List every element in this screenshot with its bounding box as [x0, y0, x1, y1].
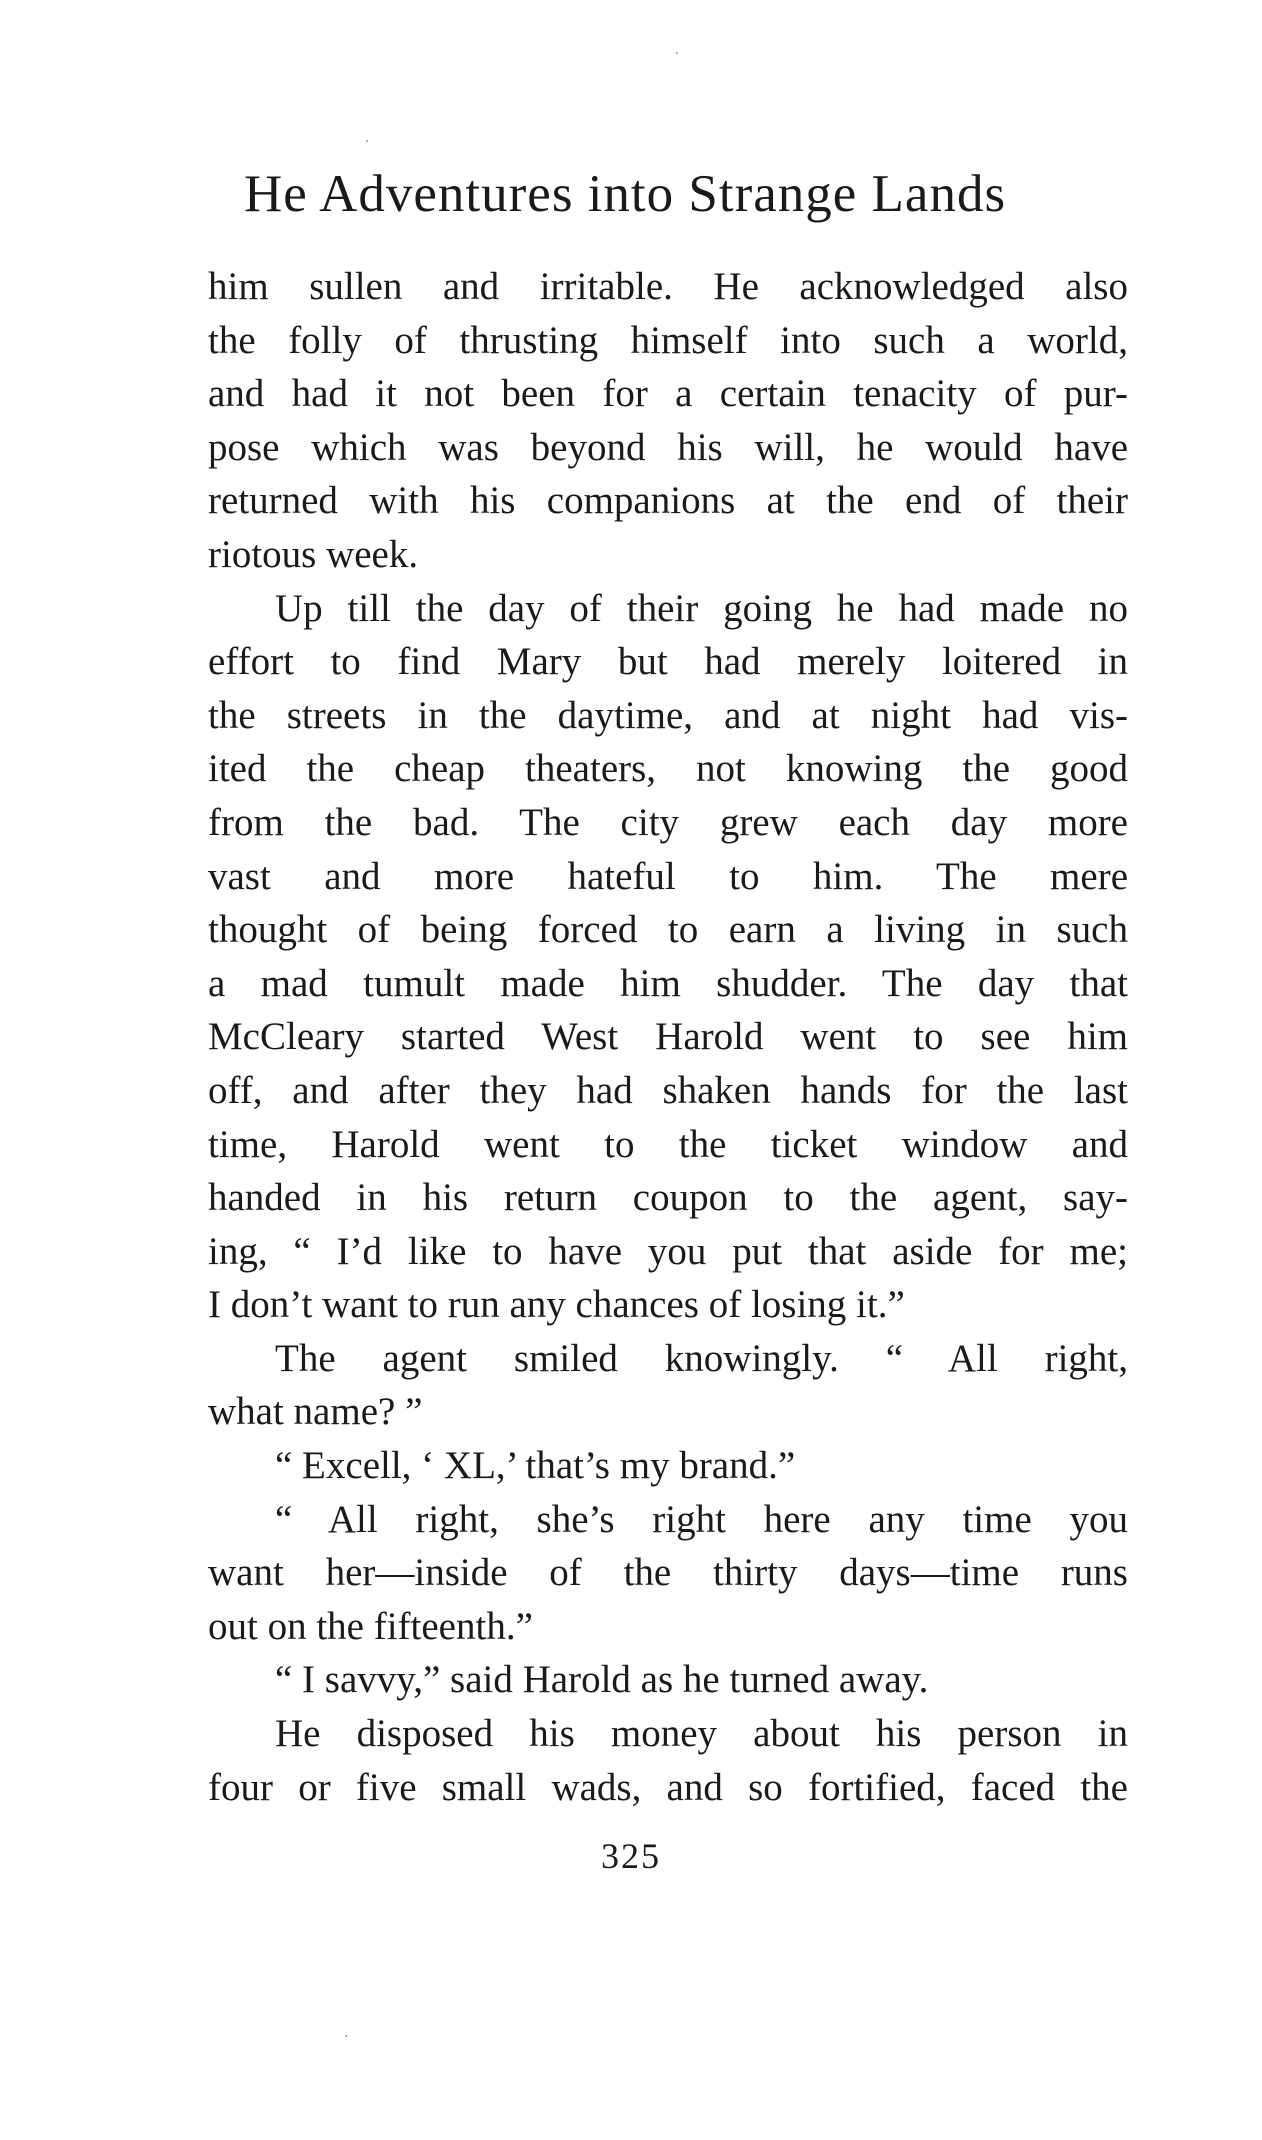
- text-line: handed in his return coupon to the agent, say-: [208, 1176, 1128, 1220]
- text-line: from the bad. The city grew each day more: [208, 800, 1128, 844]
- text-line: The agent smiled knowingly. “ All right,: [275, 1336, 1128, 1380]
- text-line: out on the fifteenth.”: [208, 1604, 533, 1648]
- paper-speck: [345, 2035, 347, 2037]
- page-number: 325: [601, 1836, 661, 1876]
- text-line: want her—inside of the thirty days—time runs: [208, 1551, 1128, 1595]
- text-line: four or five small wads, and so fortified, faced the: [208, 1765, 1128, 1809]
- text-line: a mad tumult made him shudder. The day that: [208, 961, 1128, 1005]
- text-line: thought of being forced to earn a living in such: [208, 908, 1128, 952]
- text-line: McCleary started West Harold went to see him: [208, 1015, 1128, 1059]
- running-head: He Adventures into Strange Lands: [244, 165, 1007, 223]
- text-line: “ Excell, ‘ XL,’ that’s my brand.”: [275, 1444, 796, 1488]
- text-line: “ All right, she’s right here any time you: [275, 1497, 1128, 1541]
- text-line: vast and more hateful to him. The mere: [208, 854, 1128, 898]
- text-line: time, Harold went to the ticket window and: [208, 1122, 1128, 1166]
- text-line: I don’t want to run any chances of losing it.”: [208, 1283, 905, 1327]
- text-line: ing, “ I’d like to have you put that aside for me;: [208, 1229, 1128, 1273]
- text-line: the streets in the daytime, and at night had vis-: [208, 693, 1128, 737]
- text-line: Up till the day of their going he had made no: [275, 586, 1128, 630]
- text-line: ited the cheap theaters, not knowing the good: [208, 747, 1128, 791]
- paper-speck: [676, 52, 678, 54]
- text-line: riotous week.: [208, 532, 419, 576]
- text-line: and had it not been for a certain tenacity of pur-: [208, 372, 1128, 416]
- text-line: pose which was beyond his will, he would have: [208, 425, 1128, 469]
- text-line: him sullen and irritable. He acknowledged also: [208, 265, 1128, 308]
- text-line: He disposed his money about his person in: [275, 1712, 1128, 1756]
- text-line: what name? ”: [208, 1390, 423, 1434]
- paper-speck: [366, 140, 368, 142]
- text-line: effort to find Mary but had merely loitered in: [208, 640, 1128, 684]
- text-line: the folly of thrusting himself into such a world,: [208, 318, 1128, 362]
- text-line: “ I savvy,” said Harold as he turned away.: [275, 1658, 929, 1702]
- text-line: returned with his companions at the end of their: [208, 479, 1128, 523]
- text-line: off, and after they had shaken hands for the last: [208, 1068, 1128, 1112]
- body-text: [208, 260, 1128, 1814]
